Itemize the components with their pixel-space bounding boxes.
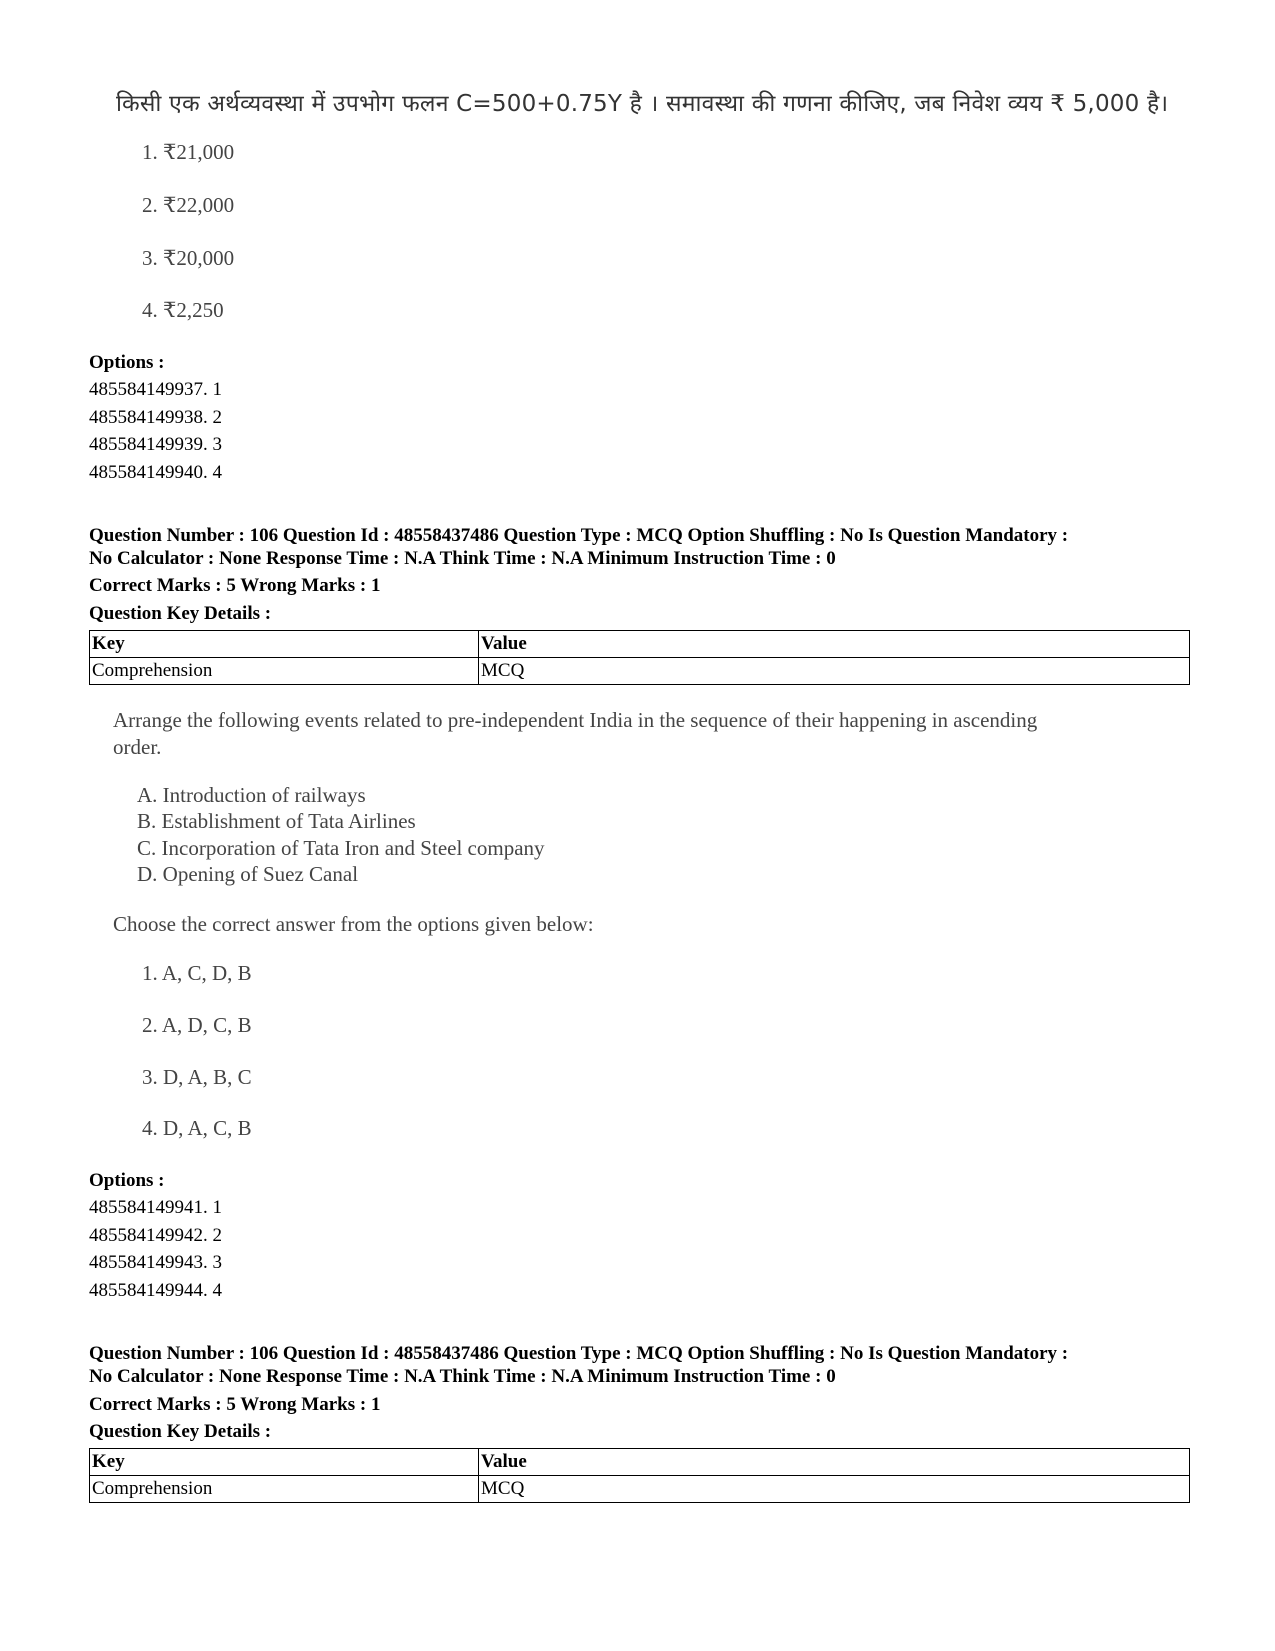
q1-option-3: 485584149939. 3 (89, 434, 222, 455)
q2-table-header-key: Key (90, 631, 479, 658)
q3-key-details-label: Question Key Details : (89, 1421, 272, 1442)
q2-options-label: Options : (89, 1170, 165, 1191)
q1-options-label: Options : (89, 352, 165, 373)
q2-stem-line1: Arrange the following events related to pre-independent India in the sequence of their happening in ascending (113, 708, 1038, 732)
q1-choice-3: 3. ₹20,000 (142, 246, 235, 270)
q3-table-header-key: Key (90, 1449, 479, 1476)
q3-table-header-value: Value (479, 1449, 1190, 1476)
q2-choice-4: 4. D, A, C, B (142, 1116, 252, 1140)
q2-meta-line1: Question Number : 106 Question Id : 48558437486 Question Type : MCQ Option Shuffling : No Is Question Mandatory : (89, 525, 1069, 546)
q3-marks: Correct Marks : 5 Wrong Marks : 1 (89, 1394, 381, 1415)
q1-option-1: 485584149937. 1 (89, 379, 222, 400)
q2-item-b: B. Establishment of Tata Airlines (137, 809, 416, 833)
q1-choice-1: 1. ₹21,000 (142, 140, 235, 164)
q3-key-table (89, 1448, 1190, 1503)
q2-item-a: A. Introduction of railways (137, 783, 366, 807)
q3-table-cell-key: Comprehension (90, 1476, 479, 1503)
q2-marks: Correct Marks : 5 Wrong Marks : 1 (89, 575, 381, 596)
q2-key-table (89, 630, 1190, 685)
q2-choice-3: 3. D, A, B, C (142, 1065, 252, 1089)
q1-stem: किसी एक अर्थव्यवस्था में उपभोग फलन C=500+0.75Y है । समावस्था की गणना कीजिए, जब निवेश व्यय ₹ 5,000 है। (116, 91, 1169, 117)
q1-option-2: 485584149938. 2 (89, 407, 222, 428)
q3-meta-line2: No Calculator : None Response Time : N.A Think Time : N.A Minimum Instruction Time : 0 (89, 1366, 836, 1387)
q2-option-2: 485584149942. 2 (89, 1225, 222, 1246)
q2-item-c: C. Incorporation of Tata Iron and Steel company (137, 836, 545, 860)
q2-instruction: Choose the correct answer from the options given below: (113, 912, 594, 936)
q1-choice-4: 4. ₹2,250 (142, 298, 224, 322)
q2-table-cell-value: MCQ (479, 658, 1190, 685)
q2-table-cell-key: Comprehension (90, 658, 479, 685)
q2-choice-1: 1. A, C, D, B (142, 961, 252, 985)
q2-meta-line2: No Calculator : None Response Time : N.A Think Time : N.A Minimum Instruction Time : 0 (89, 548, 836, 569)
q3-meta-line1: Question Number : 106 Question Id : 48558437486 Question Type : MCQ Option Shuffling : No Is Question Mandatory : (89, 1343, 1069, 1364)
q2-key-details-label: Question Key Details : (89, 603, 272, 624)
q3-table-cell-value: MCQ (479, 1476, 1190, 1503)
q2-choice-2: 2. A, D, C, B (142, 1013, 252, 1037)
q2-item-d: D. Opening of Suez Canal (137, 862, 359, 886)
q2-stem-line2: order. (113, 735, 162, 759)
q2-option-1: 485584149941. 1 (89, 1197, 222, 1218)
q2-option-4: 485584149944. 4 (89, 1280, 222, 1301)
q2-option-3: 485584149943. 3 (89, 1252, 222, 1273)
q1-choice-2: 2. ₹22,000 (142, 193, 235, 217)
q1-option-4: 485584149940. 4 (89, 462, 222, 483)
q2-table-header-value: Value (479, 631, 1190, 658)
